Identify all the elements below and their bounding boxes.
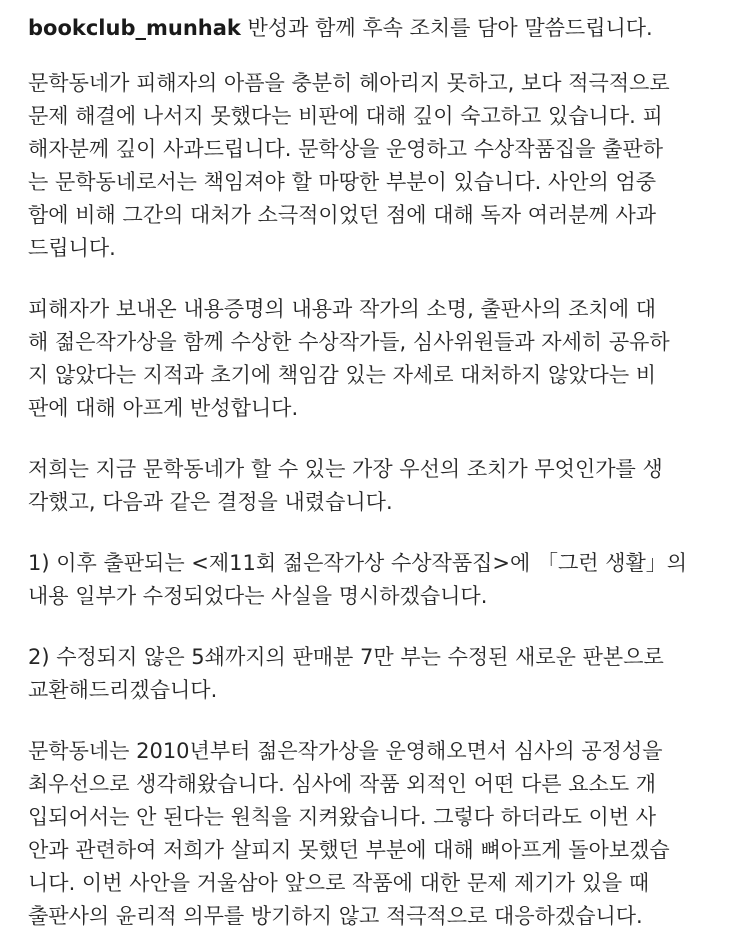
paragraph-decision	[28, 453, 728, 519]
text-line: 피해자가 보내온 내용증명의 내용과 작가의 소명, 출판사의 조치에 대	[28, 297, 657, 321]
text-line: 함에 비해 그간의 대처가 소극적이었던 점에 대해 독자 여러분께 사과	[28, 203, 657, 227]
paragraph-measure-1	[28, 547, 728, 613]
caption-title: 반성과 함께 후속 조치를 담아 말씀드립니다.	[240, 16, 653, 40]
text-line: 해 젊은작가상을 함께 수상한 수상작가들, 심사위원들과 자세히 공유하	[28, 330, 670, 354]
text-line: 드립니다.	[28, 236, 116, 260]
text-line: 는 문학동네로서는 책임져야 할 마땅한 부분이 있습니다. 사안의 엄중	[28, 170, 657, 194]
text-line: 해자분께 깊이 사과드립니다. 문학상을 운영하고 수상작품집을 출판하	[28, 137, 664, 161]
paragraph-reflection	[28, 293, 728, 425]
text-line: 안과 관련하여 저희가 살피지 못했던 부분에 대해 뼈아프게 돌아보겠습	[28, 838, 670, 862]
paragraph-apology	[28, 67, 728, 265]
text-line: 지 않았다는 지적과 초기에 책임감 있는 자세로 대처하지 않았다는 비	[28, 363, 657, 387]
text-line: 최우선으로 생각해왔습니다. 심사에 작품 외적인 어떤 다른 요소도 개	[28, 772, 657, 796]
text-line: 저희는 지금 문학동네가 할 수 있는 가장 우선의 조치가 무엇인가를 생	[28, 457, 663, 481]
text-line: 1) 이후 출판되는 <제11회 젊은작가상 수상작품집>에 「그런 생활」의	[28, 551, 688, 575]
text-line: 문학동네는 2010년부터 젊은작가상을 운영해오면서 심사의 공정성을	[28, 739, 663, 763]
caption-header	[28, 12, 728, 45]
username-link[interactable]: bookclub_munhak	[28, 16, 241, 40]
text-line: 2) 수정되지 않은 5쇄까지의 판매분 7만 부는 수정된 새로운 판본으로	[28, 645, 664, 669]
text-line: 문학동네가 피해자의 아픔을 충분히 헤아리지 못하고, 보다 적극적으로	[28, 71, 670, 95]
paragraph-measure-2	[28, 641, 728, 707]
text-line: 판에 대해 아프게 반성합니다.	[28, 396, 299, 420]
text-line: 문제 해결에 나서지 못했다는 비판에 대해 깊이 숙고하고 있습니다. 피	[28, 104, 663, 128]
text-line: 교환해드리겠습니다.	[28, 678, 218, 702]
text-line: 니다. 이번 사안을 거울삼아 앞으로 작품에 대한 문제 제기가 있을 때	[28, 871, 650, 895]
text-line: 각했고, 다음과 같은 결정을 내렸습니다.	[28, 490, 393, 514]
paragraph-commitment	[28, 735, 728, 933]
post-caption	[28, 12, 728, 933]
text-line: 입되어서는 안 된다는 원칙을 지켜왔습니다. 그렇다 하더라도 이번 사	[28, 805, 657, 829]
text-line: 출판사의 윤리적 의무를 방기하지 않고 적극적으로 대응하겠습니다.	[28, 904, 643, 928]
text-line: 내용 일부가 수정되었다는 사실을 명시하겠습니다.	[28, 584, 488, 608]
